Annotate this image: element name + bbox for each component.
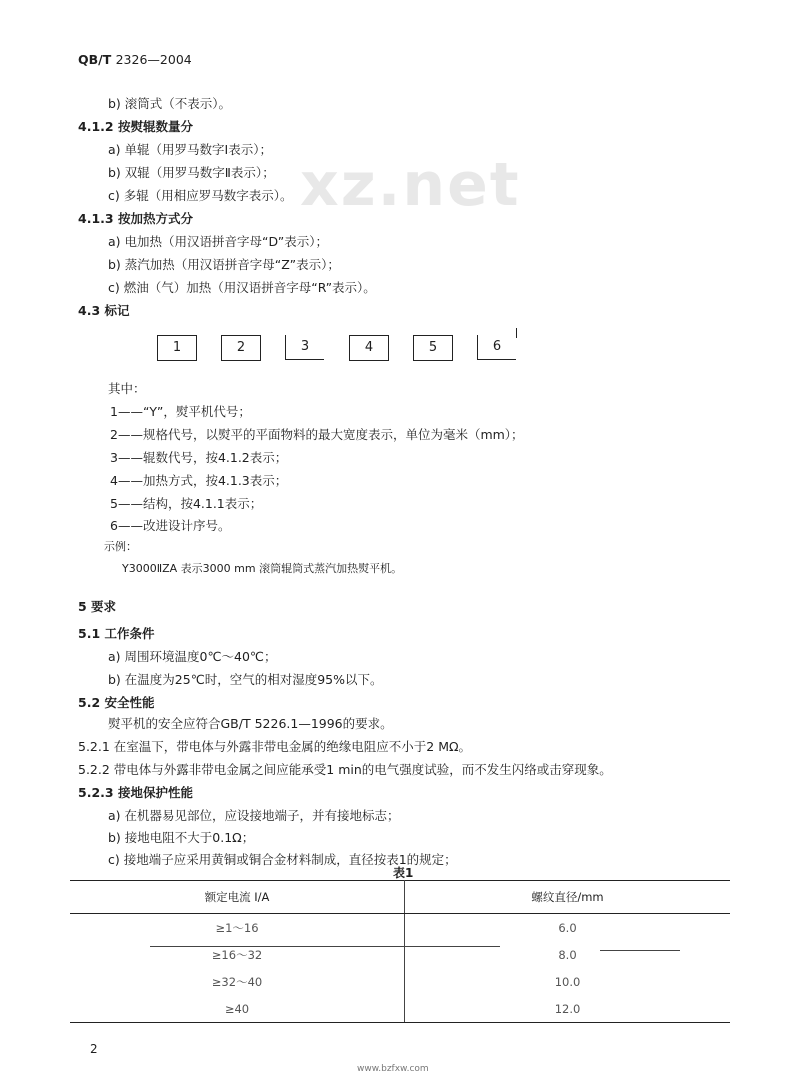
legend-item: 6——改进设计序号。 bbox=[110, 518, 231, 533]
clause-line: b) 蒸汽加热（用汉语拼音字母“Z”表示）； bbox=[108, 257, 340, 272]
table-cell: ≥1～16 bbox=[70, 914, 405, 942]
clause-line: 5.2.2 带电体与外露非带电金属之间应能承受1 min的电气强度试验，而不发生闪络或击穿现象。 bbox=[78, 762, 612, 777]
table-caption: 表1 bbox=[393, 866, 414, 880]
footer-text: www.bzfxw.com bbox=[357, 1064, 429, 1074]
table-cell: ≥16～32 bbox=[70, 941, 405, 968]
table-row bbox=[70, 995, 730, 1023]
legend-item: 4——加热方式，按4.1.3表示； bbox=[110, 473, 288, 488]
clause-heading: 4.3 标记 bbox=[78, 303, 130, 318]
legend-intro: 其中： bbox=[108, 381, 146, 396]
legend-item: 3——辊数代号，按4.1.2表示； bbox=[110, 450, 288, 465]
clause-line: b) 在温度为25℃时，空气的相对湿度95%以下。 bbox=[108, 672, 383, 687]
scan-rule bbox=[150, 946, 500, 947]
clause-line: 5.2.1 在室温下，带电体与外露非带电金属的绝缘电阻应不小于2 MΩ。 bbox=[78, 739, 472, 754]
clause-line: c) 接地端子应采用黄铜或铜合金材料制成，直径按表1的规定； bbox=[108, 852, 457, 867]
clause-line: b) 滚筒式（不表示）。 bbox=[108, 96, 232, 111]
scan-rule bbox=[600, 950, 680, 951]
table-cell: 12.0 bbox=[405, 995, 731, 1023]
table-header-row bbox=[70, 881, 730, 914]
clause-line: b) 接地电阻不大于0.1Ω； bbox=[108, 830, 255, 845]
example-label: 示例： bbox=[104, 540, 137, 553]
table-cell: 8.0 bbox=[558, 947, 577, 962]
clause-line: c) 燃油（气）加热（用汉语拼音字母“R”表示）。 bbox=[108, 280, 376, 295]
clause-line: a) 单辊（用罗马数字Ⅰ表示）； bbox=[108, 142, 272, 157]
marking-box-1: 1 bbox=[157, 335, 197, 361]
legend-item: 1——“Y”，熨平机代号； bbox=[110, 404, 251, 419]
example-text: Y3000ⅡZA 表示3000 mm 滚筒辊筒式蒸汽加热熨平机。 bbox=[122, 562, 403, 575]
marking-box-3: 3 bbox=[285, 335, 324, 360]
table-row bbox=[70, 914, 730, 942]
clause-line: 熨平机的安全应符合GB/T 5226.1—1996的要求。 bbox=[108, 716, 393, 731]
clause-heading: 5.2 安全性能 bbox=[78, 695, 155, 710]
marking-box-4: 4 bbox=[349, 335, 389, 361]
legend-item: 5——结构，按4.1.1表示； bbox=[110, 496, 263, 511]
document-code bbox=[78, 52, 192, 67]
clause-line: a) 周围环境温度0℃～40℃； bbox=[108, 649, 277, 664]
table-cell: 10.0 bbox=[554, 974, 581, 989]
clause-line: a) 在机器易见部位，应设接地端子，并有接地标志； bbox=[108, 808, 400, 823]
marking-box-2: 2 bbox=[221, 335, 261, 361]
table-row bbox=[70, 968, 730, 995]
section-heading: 5 要求 bbox=[78, 599, 117, 614]
standard-code: QB/T bbox=[78, 52, 112, 67]
clause-heading: 5.1 工作条件 bbox=[78, 626, 155, 641]
table-header-diameter: 螺纹直径/mm bbox=[405, 881, 731, 914]
clause-heading: 5.2.3 接地保护性能 bbox=[78, 785, 193, 800]
legend-item: 2——规格代号，以熨平的平面物料的最大宽度表示，单位为毫米（mm）； bbox=[110, 427, 524, 442]
clause-line: c) 多辊（用相应罗马数字表示）。 bbox=[108, 188, 293, 203]
page-number: 2 bbox=[90, 1042, 98, 1056]
clause-line: b) 双辊（用罗马数字Ⅱ表示）； bbox=[108, 165, 275, 180]
marking-box-6: 6 bbox=[477, 335, 516, 360]
table-cell: ≥32～40 bbox=[70, 968, 405, 995]
watermark-text: xz.net bbox=[300, 150, 521, 220]
table-header-current: 额定电流 I/A bbox=[70, 881, 405, 914]
marking-box-5: 5 bbox=[413, 335, 453, 361]
marking-tick bbox=[516, 328, 517, 338]
screw-diameter-table bbox=[70, 880, 730, 1023]
clause-line: a) 电加热（用汉语拼音字母“D”表示）； bbox=[108, 234, 329, 249]
table-cell: 6.0 bbox=[558, 920, 577, 935]
clause-heading: 4.1.3 按加热方式分 bbox=[78, 211, 193, 226]
table-cell: ≥40 bbox=[70, 995, 405, 1023]
clause-heading: 4.1.2 按熨辊数量分 bbox=[78, 119, 193, 134]
standard-number: 2326—2004 bbox=[115, 52, 192, 67]
